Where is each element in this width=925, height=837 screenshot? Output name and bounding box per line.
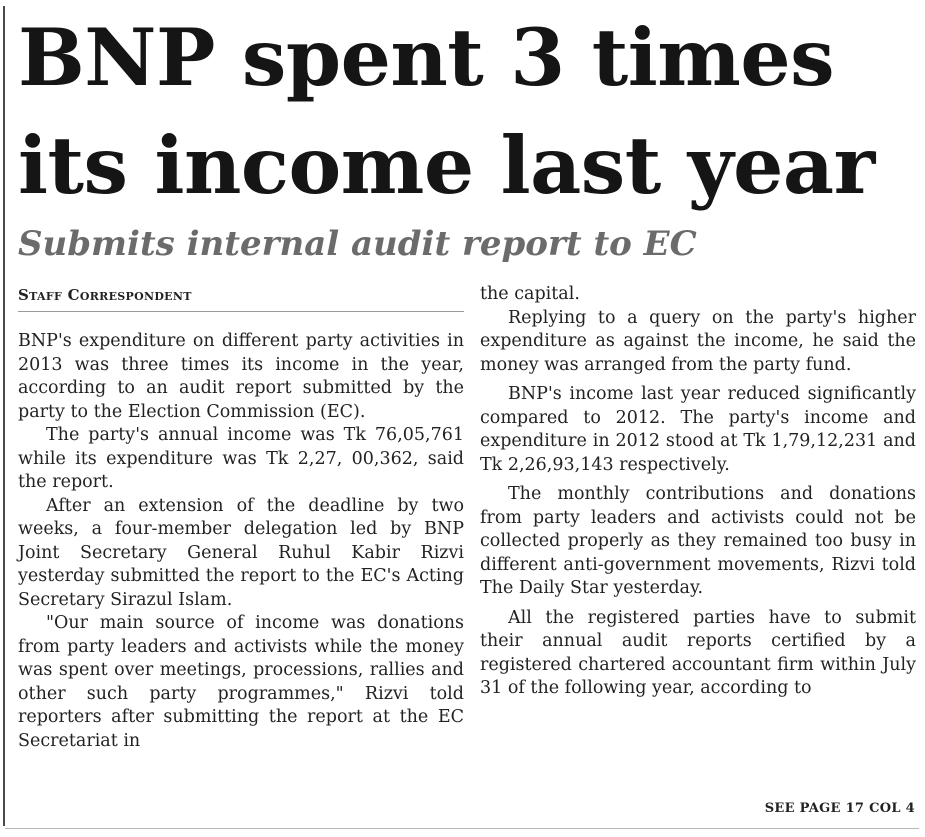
paragraph: Replying to a query on the party's higher expenditure as against the income, he said the money was arranged from the party fund. — [480, 307, 916, 375]
paragraph: BNP's income last year reduced significantly compared to 2012. The party's income and expenditure in 2012 stood at Tk 1,79,12,231 and Tk 2,26,93,143 respectively. — [480, 384, 916, 475]
headline: BNP spent 3 times its income last year — [18, 11, 875, 212]
article-column-right — [480, 283, 916, 701]
paragraph: "Our main source of income was donations from party leaders and activists while the money was spent over meetings, processions, rallies and other such party programmes," Rizvi told reporters after submitting the report at the EC Secretariat in — [18, 613, 464, 751]
byline-divider — [18, 311, 464, 312]
paragraph: The monthly contributions and donations from party leaders and activists could not be collected properly as they remained too busy in different anti-government movements, Rizvi told The Daily Star yesterday. — [480, 484, 916, 598]
article-column-left — [18, 330, 464, 753]
paragraph: After an extension of the deadline by two weeks, a four-member delegation led by BNP Joint Secretary General Ruhul Kabir Rizvi yesterday submitted the report to the EC's Acting Secretary Sirazul Islam. — [18, 495, 464, 610]
paragraph: All the registered parties have to submit their annual audit reports certified by a registered chartered accountant firm within July 31 of the following year, according to — [480, 607, 916, 698]
bottom-divider — [5, 828, 919, 829]
paragraph: BNP's expenditure on different party activities in 2013 was three times its income in the year, according to an audit report submitted by the party to the Election Commission (EC). — [18, 331, 464, 422]
paragraph: The party's annual income was Tk 76,05,761 while its expenditure was Tk 2,27, 00,362, said the report. — [18, 425, 464, 492]
column-rule — [3, 6, 5, 826]
subheadline: Submits internal audit report to EC — [18, 224, 697, 264]
paragraph: the capital. — [480, 284, 580, 304]
byline: Staff Correspondent — [18, 286, 192, 304]
continuation-jump: SEE PAGE 17 COL 4 — [764, 801, 915, 816]
